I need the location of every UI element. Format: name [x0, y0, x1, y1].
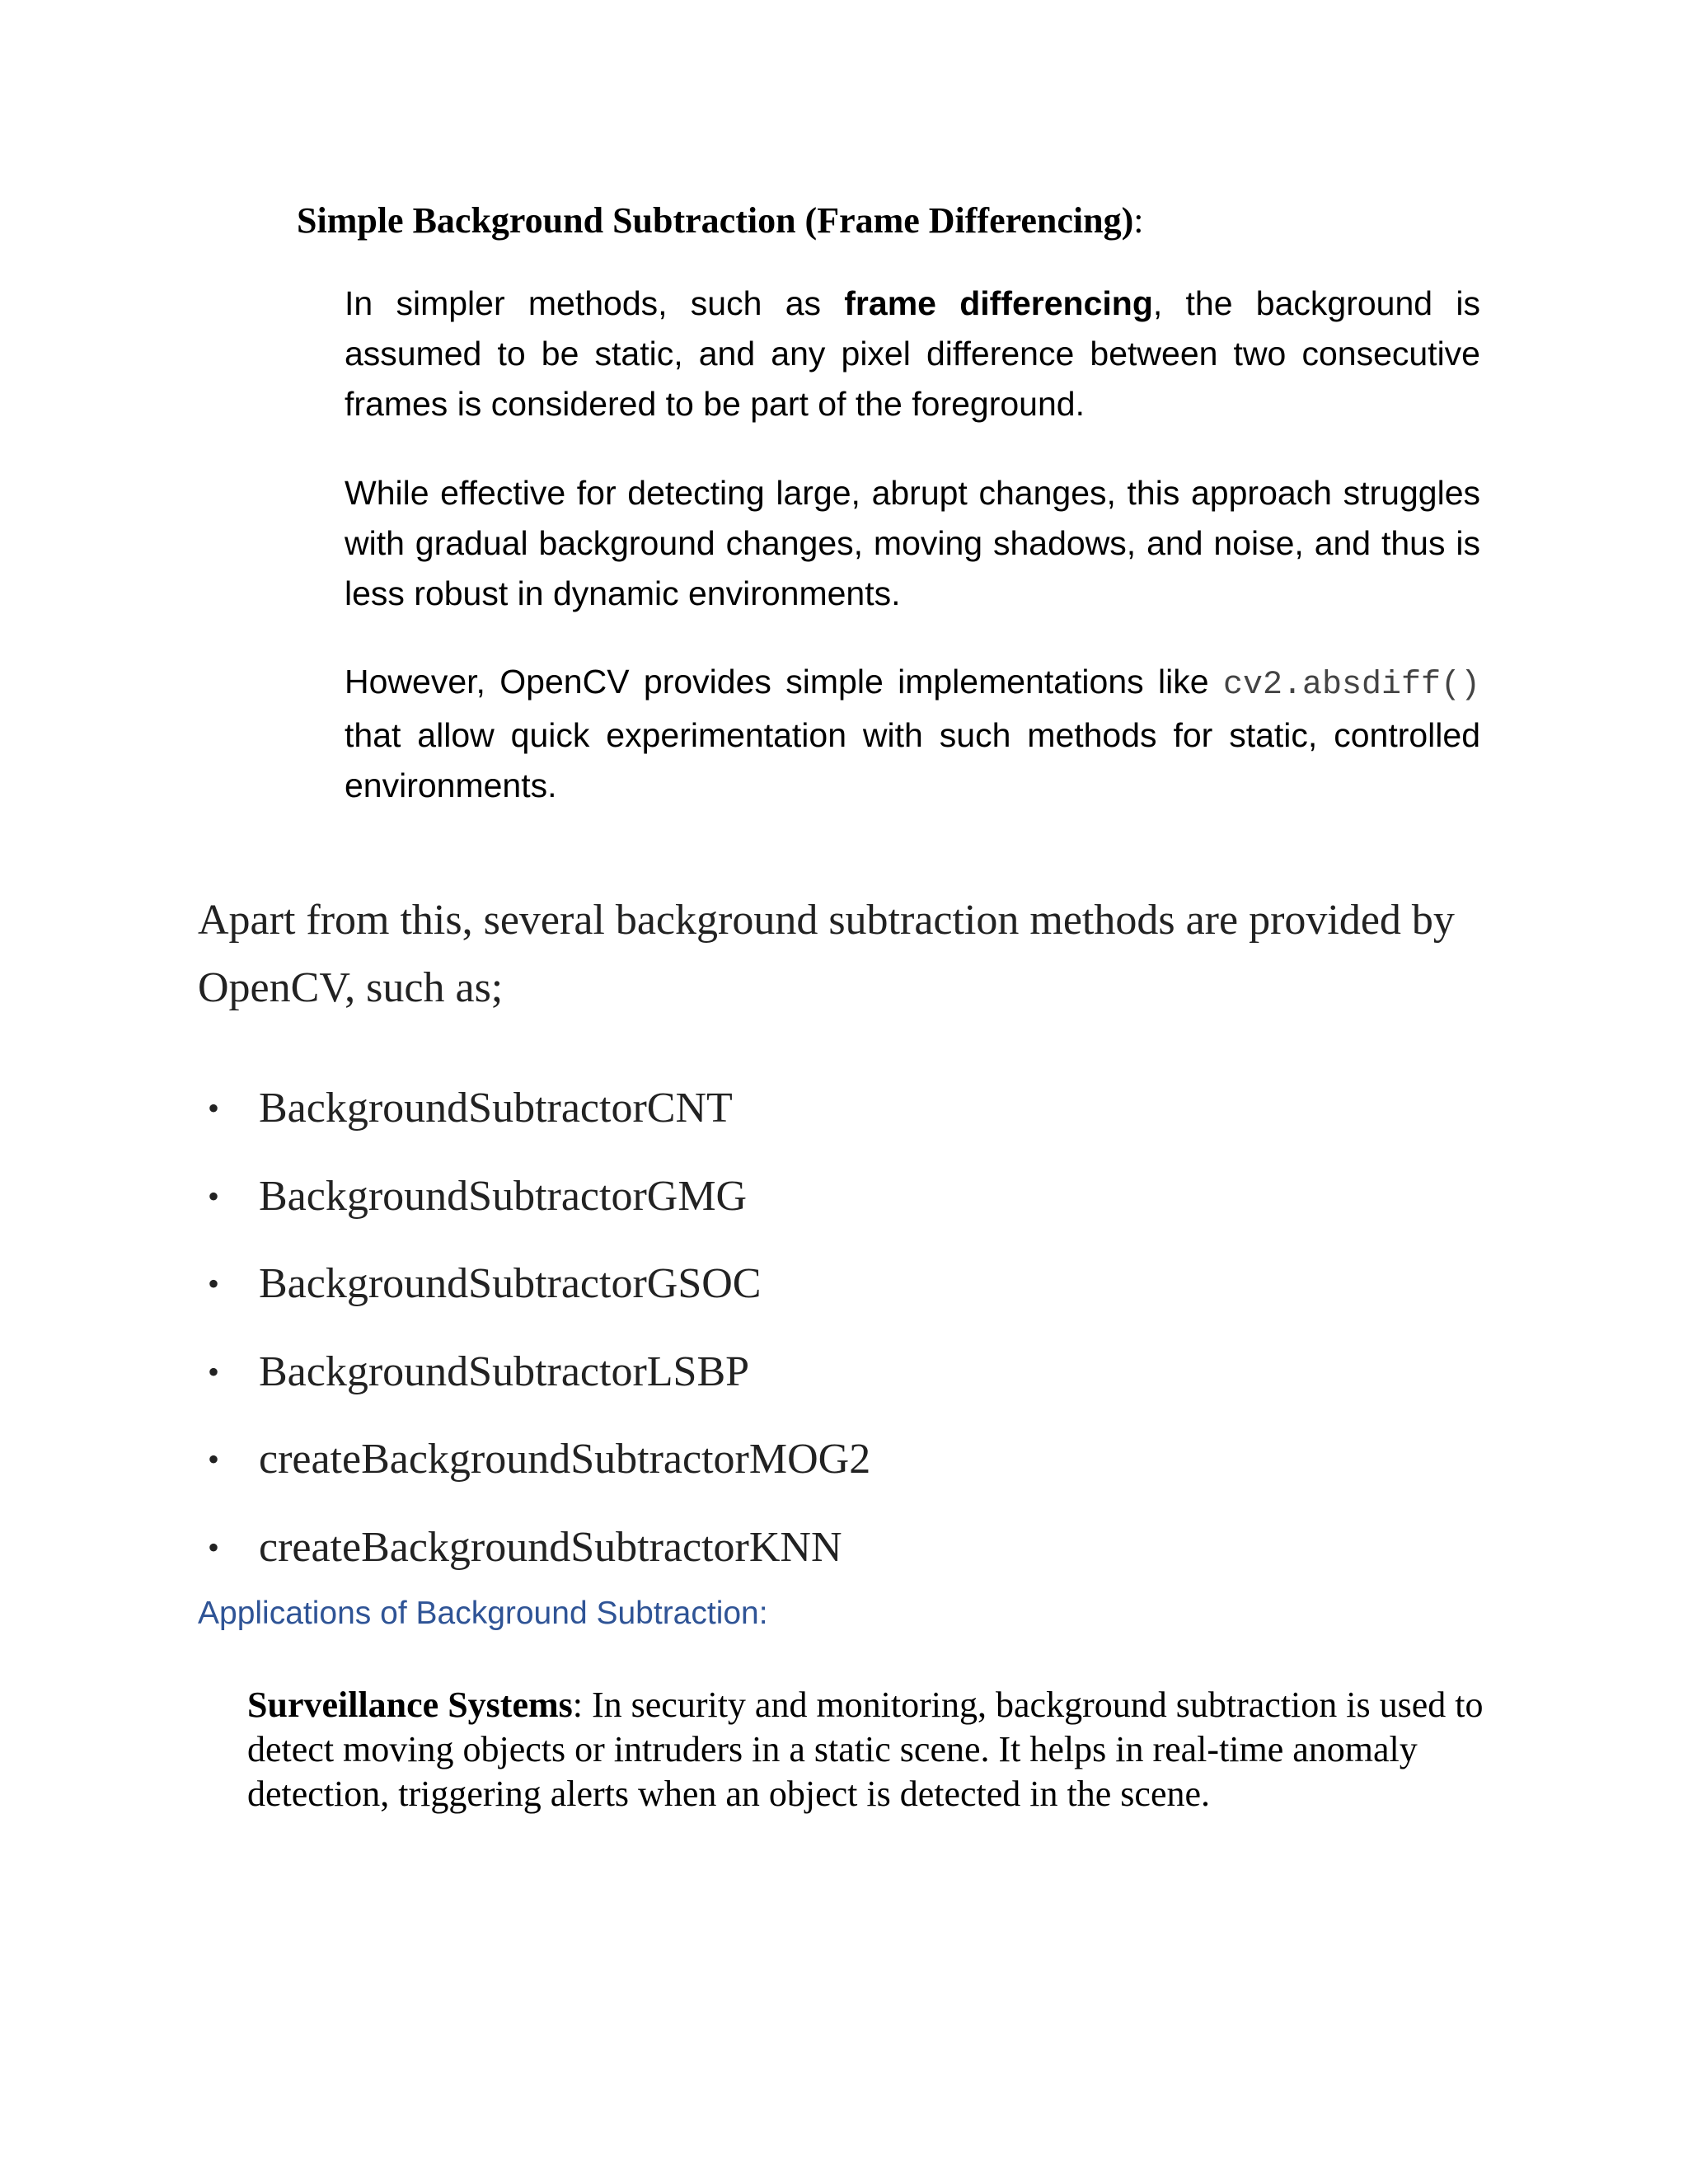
limitations-paragraph: While effective for detecting large, abrupt changes, this approach struggles with gradual background changes, moving shadows, and noise, and thus is less robust in dynamic environments.	[345, 474, 1480, 612]
bullet-icon: •	[208, 1265, 220, 1303]
list-item	[198, 1431, 870, 1519]
list-item	[198, 1168, 870, 1256]
method-list	[198, 1080, 870, 1607]
bullet-icon: •	[208, 1352, 220, 1390]
bullet-icon: •	[208, 1177, 220, 1215]
list-item	[198, 1343, 870, 1432]
bold-term: frame differencing	[844, 284, 1153, 322]
list-item	[198, 1080, 870, 1168]
surveillance-paragraph	[247, 1683, 1484, 1816]
list-item-label: createBackgroundSubtractorKNN	[259, 1523, 842, 1571]
section-heading	[297, 194, 1143, 247]
paragraph-text: In simpler methods, such as	[345, 284, 845, 322]
intro-paragraph: Apart from this, several background subtraction methods are provided by OpenCV, such as;	[198, 897, 1455, 1011]
bullet-icon: •	[208, 1441, 220, 1479]
section-heading-colon: :	[1133, 200, 1144, 241]
list-item-label: createBackgroundSubtractorMOG2	[259, 1436, 871, 1483]
paragraph-text: , the background is assumed to be static, and any pixel difference between two consecutive frames is considered to be part of the foreground.	[345, 284, 1480, 423]
paragraph-text: However, OpenCV provides simple implementations like	[345, 663, 1223, 701]
list-item-label: BackgroundSubtractorCNT	[259, 1085, 733, 1132]
list-item-label: BackgroundSubtractorGSOC	[259, 1260, 762, 1308]
section-heading-title: Simple Background Subtraction (Frame Differencing)	[297, 200, 1134, 241]
code-snippet: cv2.absdiff()	[1222, 667, 1480, 704]
surveillance-text: : In security and monitoring, background subtraction is used to detect moving objects or intruders in a static scene. It helps in real-time anomaly detection, triggering alerts when an object is detected in the scene.	[247, 1685, 1484, 1814]
list-item-label: BackgroundSubtractorGMG	[259, 1172, 748, 1220]
bullet-icon: •	[208, 1528, 220, 1566]
frame-differencing-paragraph	[345, 279, 1480, 429]
list-item	[198, 1255, 870, 1343]
opencv-paragraph	[345, 657, 1480, 811]
list-item-label: BackgroundSubtractorLSBP	[259, 1347, 750, 1395]
paragraph-text: that allow quick experimentation with such methods for static, controlled environments.	[345, 716, 1480, 804]
bullet-icon: •	[208, 1090, 220, 1127]
surveillance-title: Surveillance Systems	[247, 1685, 573, 1725]
applications-heading: Applications of Background Subtraction:	[198, 1596, 768, 1631]
